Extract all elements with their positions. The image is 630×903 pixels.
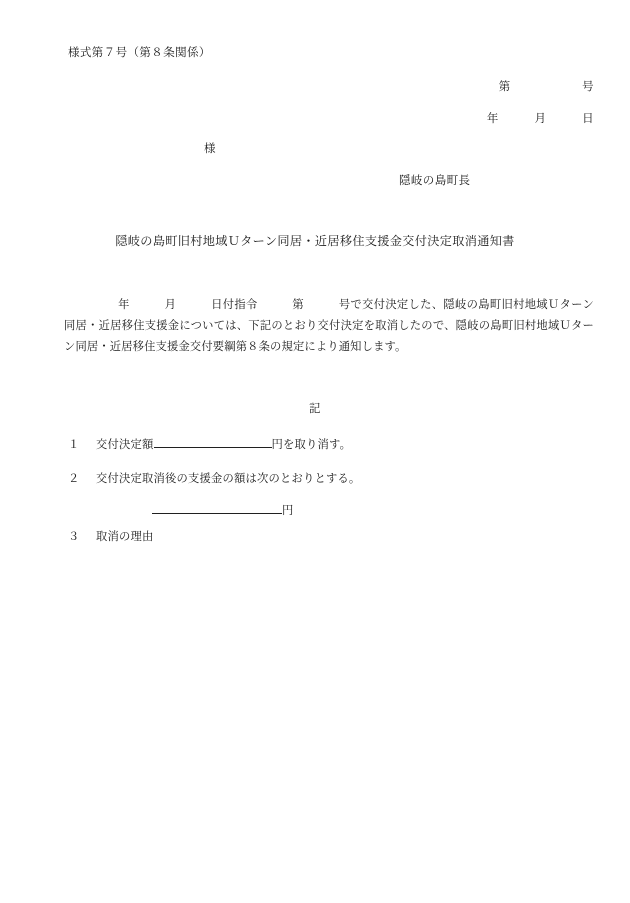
item-text-after: 円を取り消す。 <box>271 439 352 451</box>
addressee-label: 様 <box>204 143 216 155</box>
body-paragraph <box>64 295 594 358</box>
amount-entry-row <box>152 501 293 518</box>
item-number: １ <box>68 439 80 451</box>
item-text-before: 取消の理由 <box>96 531 154 543</box>
list-item <box>68 528 154 544</box>
document-date-field: 年 月 日 <box>486 113 594 125</box>
document-title: 隠岐の島町旧村地域Ｕターン同居・近居移住支援金交付決定取消通知書 <box>115 234 515 248</box>
list-item <box>68 470 360 486</box>
item-text-before: 交付決定取消後の支援金の額は次のとおりとする。 <box>96 473 361 485</box>
ki-marker: 記 <box>309 403 321 415</box>
item-number: ２ <box>68 473 80 485</box>
item-text-before: 交付決定額 <box>96 439 154 451</box>
amount-unit-label: 円 <box>282 505 294 517</box>
body-paragraph-text: 年 月 日付指令 第 号で交付決定した、隠岐の島町旧村地域Ｕターン同居・近居移住支援金については、下記のとおり交付決定を取消したので、隠岐の島町旧村地域Ｕターン同居・近居移住支援金交付要綱第８条の規定により通知します。 <box>64 299 594 353</box>
amount-blank-field[interactable] <box>154 435 272 448</box>
amount-blank-field[interactable] <box>152 501 282 514</box>
form-number: 様式第７号（第８条関係） <box>68 47 211 59</box>
item-number: ３ <box>68 531 80 543</box>
document-number-field: 第 号 <box>498 81 594 93</box>
issuer-name: 隠岐の島町長 <box>399 175 471 187</box>
list-item <box>68 435 351 452</box>
